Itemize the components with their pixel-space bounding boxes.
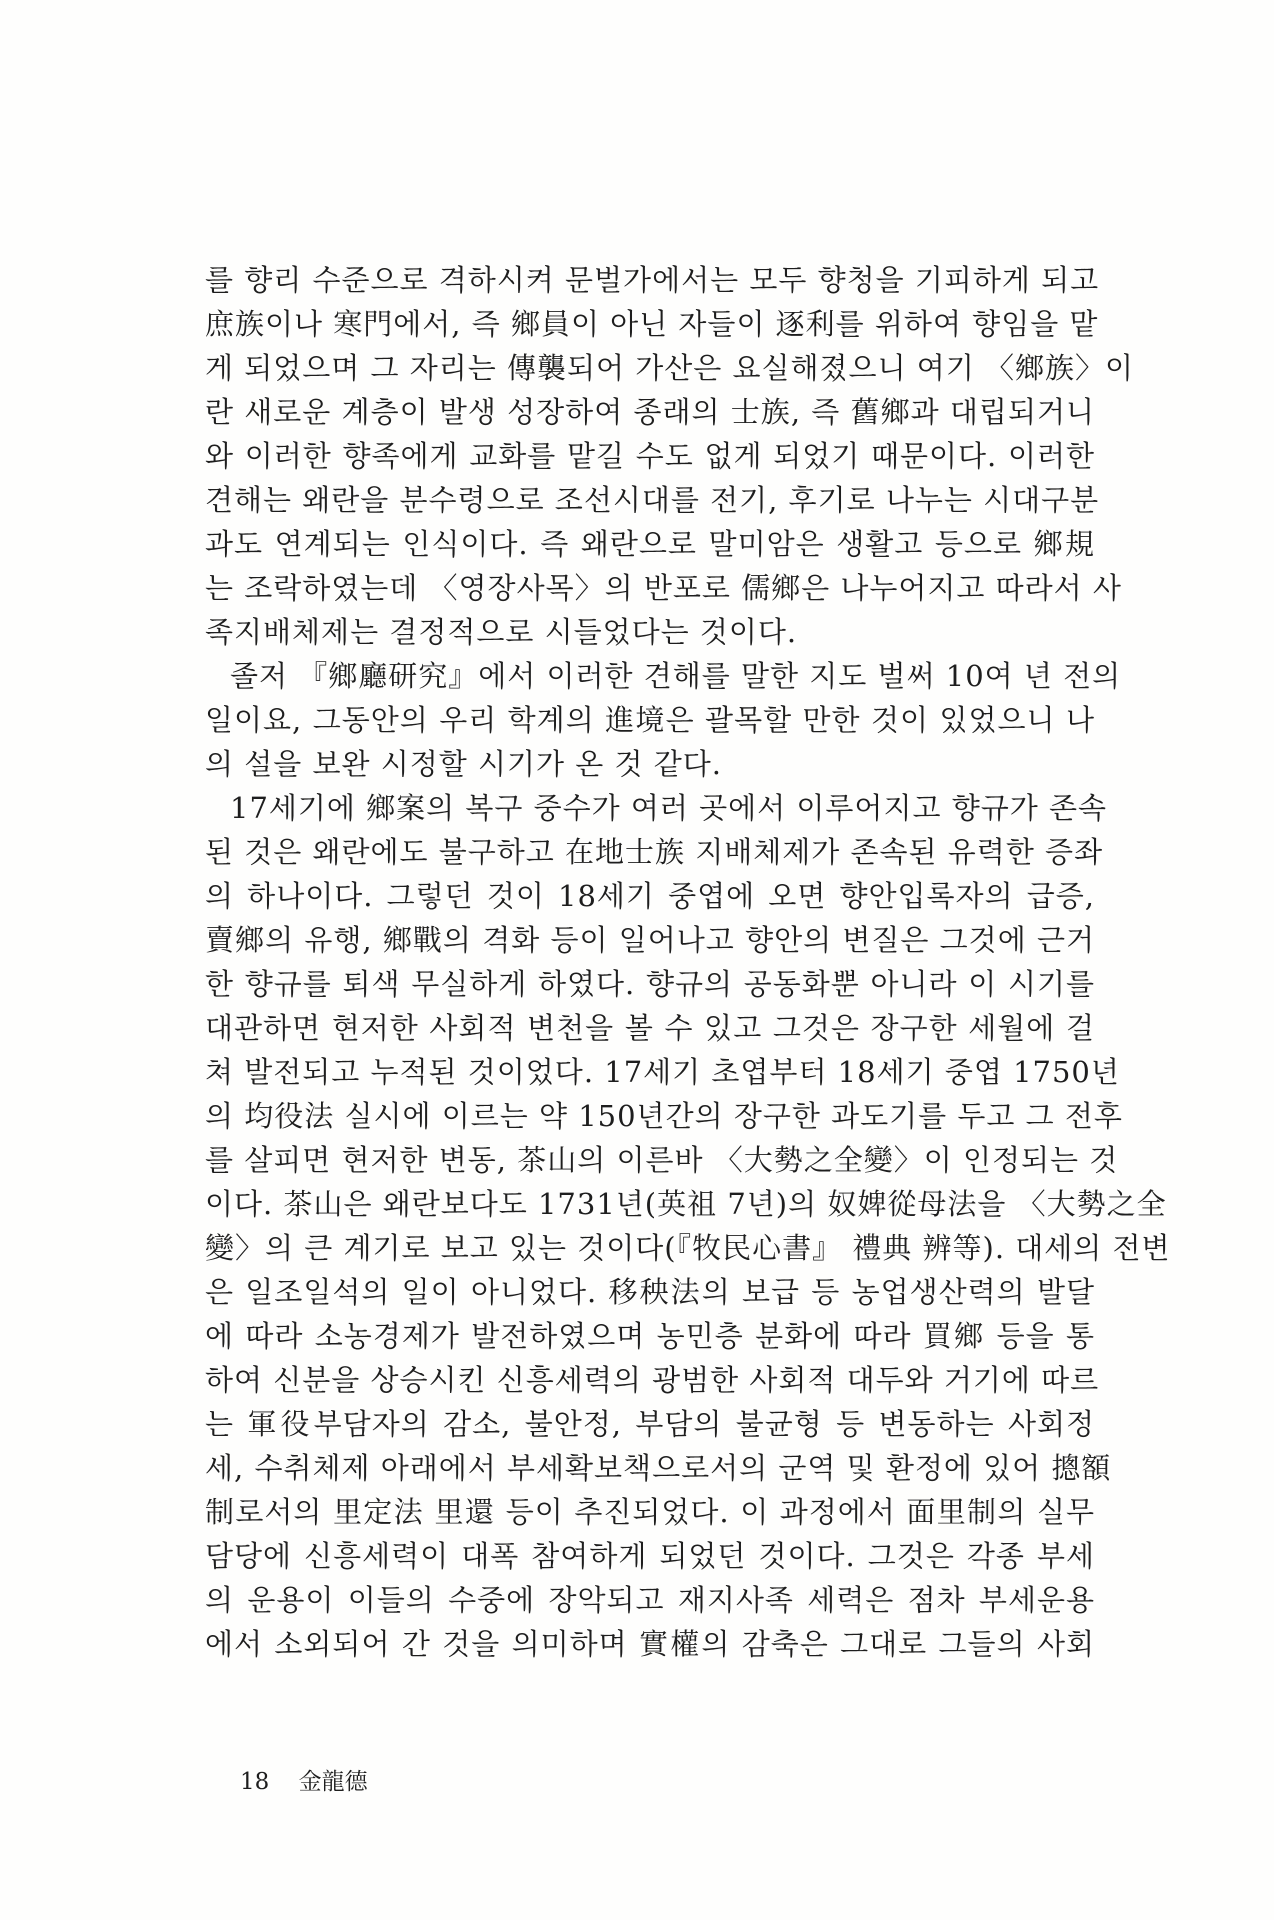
text-line: 담당에 신흥세력이 대폭 참여하게 되었던 것이다. 그것은 각종 부세 [205,1539,1095,1573]
text-line: 된 것은 왜란에도 불구하고 在地士族 지배체제가 존속된 유력한 증좌 [205,835,1104,869]
text-line: 變〉의 큰 계기로 보고 있는 것이다(『牧民心書』 禮典 辨等). 대세의 전변 [205,1231,1171,1265]
text-line: 쳐 발전되고 누적된 것이었다. 17세기 초엽부터 18세기 중엽 1750년 [205,1055,1120,1089]
body-text [205,258,1171,1666]
text-line: 졸저 『鄉廳研究』에서 이러한 견해를 말한 지도 벌써 10여 년 전의 [230,659,1122,693]
text-line: 한 향규를 퇴색 무실하게 하였다. 향규의 공동화뿐 아니라 이 시기를 [205,967,1095,1001]
text-line: 견해는 왜란을 분수령으로 조선시대를 전기, 후기로 나누는 시대구분 [205,483,1100,517]
text-line: 를 살피면 현저한 변동, 茶山의 이른바 〈大勢之全變〉이 인정되는 것 [205,1143,1119,1177]
page-number: 18 [240,1769,270,1795]
text-line: 에서 소외되어 간 것을 의미하며 實權의 감축은 그대로 그들의 사회 [205,1627,1095,1661]
text-line: 일이요, 그동안의 우리 학계의 進境은 괄목할 만한 것이 있었으니 나 [205,703,1095,737]
text-line: 는 조락하였는데 〈영장사목〉의 반포로 儒鄉은 나누어지고 따라서 사 [205,571,1122,605]
text-line: 는 軍役부담자의 감소, 불안정, 부담의 불균형 등 변동하는 사회정 [205,1407,1095,1441]
text-line: 의 운용이 이들의 수중에 장악되고 재지사족 세력은 점차 부세운용 [205,1583,1095,1617]
text-line: 賣鄉의 유행, 鄉戰의 격화 등이 일어나고 향안의 변질은 그것에 근거 [205,923,1095,957]
page-footer [240,1763,368,1796]
text-line: 에 따라 소농경제가 발전하였으며 농민층 분화에 따라 買鄉 등을 통 [205,1319,1095,1353]
text-line: 17세기에 鄉案의 복구 중수가 여러 곳에서 이루어지고 향규가 존속 [230,791,1107,825]
text-line: 의 하나이다. 그렇던 것이 18세기 중엽에 오면 향안입록자의 급증, [205,879,1095,913]
text-line: 은 일조일석의 일이 아니었다. 移秧法의 보급 등 농업생산력의 발달 [205,1275,1095,1309]
paragraph [205,654,1122,786]
author-name: 金龍德 [298,1769,368,1795]
text-line: 의 均役法 실시에 이르는 약 150년간의 장구한 과도기를 두고 그 전후 [205,1099,1123,1133]
text-line: 족지배체제는 결정적으로 시들었다는 것이다. [205,615,798,649]
text-line: 庶族이나 寒門에서, 즉 鄉員이 아닌 자들이 逐利를 위하여 향임을 맡 [205,307,1099,341]
text-line: 하여 신분을 상승시킨 신흥세력의 광범한 사회적 대두와 거기에 따르 [205,1363,1100,1397]
text-line: 의 설을 보완 시정할 시기가 온 것 같다. [205,747,722,781]
text-line: 이다. 茶山은 왜란보다도 1731년(英祖 7년)의 奴婢從母法을 〈大勢之全 [205,1187,1167,1221]
text-line: 와 이러한 향족에게 교화를 맡길 수도 없게 되었기 때문이다. 이러한 [205,439,1095,473]
text-line: 制로서의 里定法 里還 등이 추진되었다. 이 과정에서 面里制의 실무 [205,1495,1095,1529]
text-line: 대관하면 현저한 사회적 변천을 볼 수 있고 그것은 장구한 세월에 걸 [205,1011,1095,1045]
text-line: 세, 수취체제 아래에서 부세확보책으로서의 군역 및 환정에 있어 摠額 [205,1451,1112,1485]
text-line: 란 새로운 계층이 발생 성장하여 종래의 士族, 즉 舊鄉과 대립되거니 [205,395,1095,429]
text-line: 를 향리 수준으로 격하시켜 문벌가에서는 모두 향청을 기피하게 되고 [205,263,1100,297]
paragraph [205,786,1171,1666]
text-line: 과도 연계되는 인식이다. 즉 왜란으로 말미암은 생활고 등으로 鄉規 [205,527,1095,561]
text-line: 게 되었으며 그 자리는 傳襲되어 가산은 요실해졌으니 여기 〈鄉族〉이 [205,351,1135,385]
paragraph [205,258,1135,654]
